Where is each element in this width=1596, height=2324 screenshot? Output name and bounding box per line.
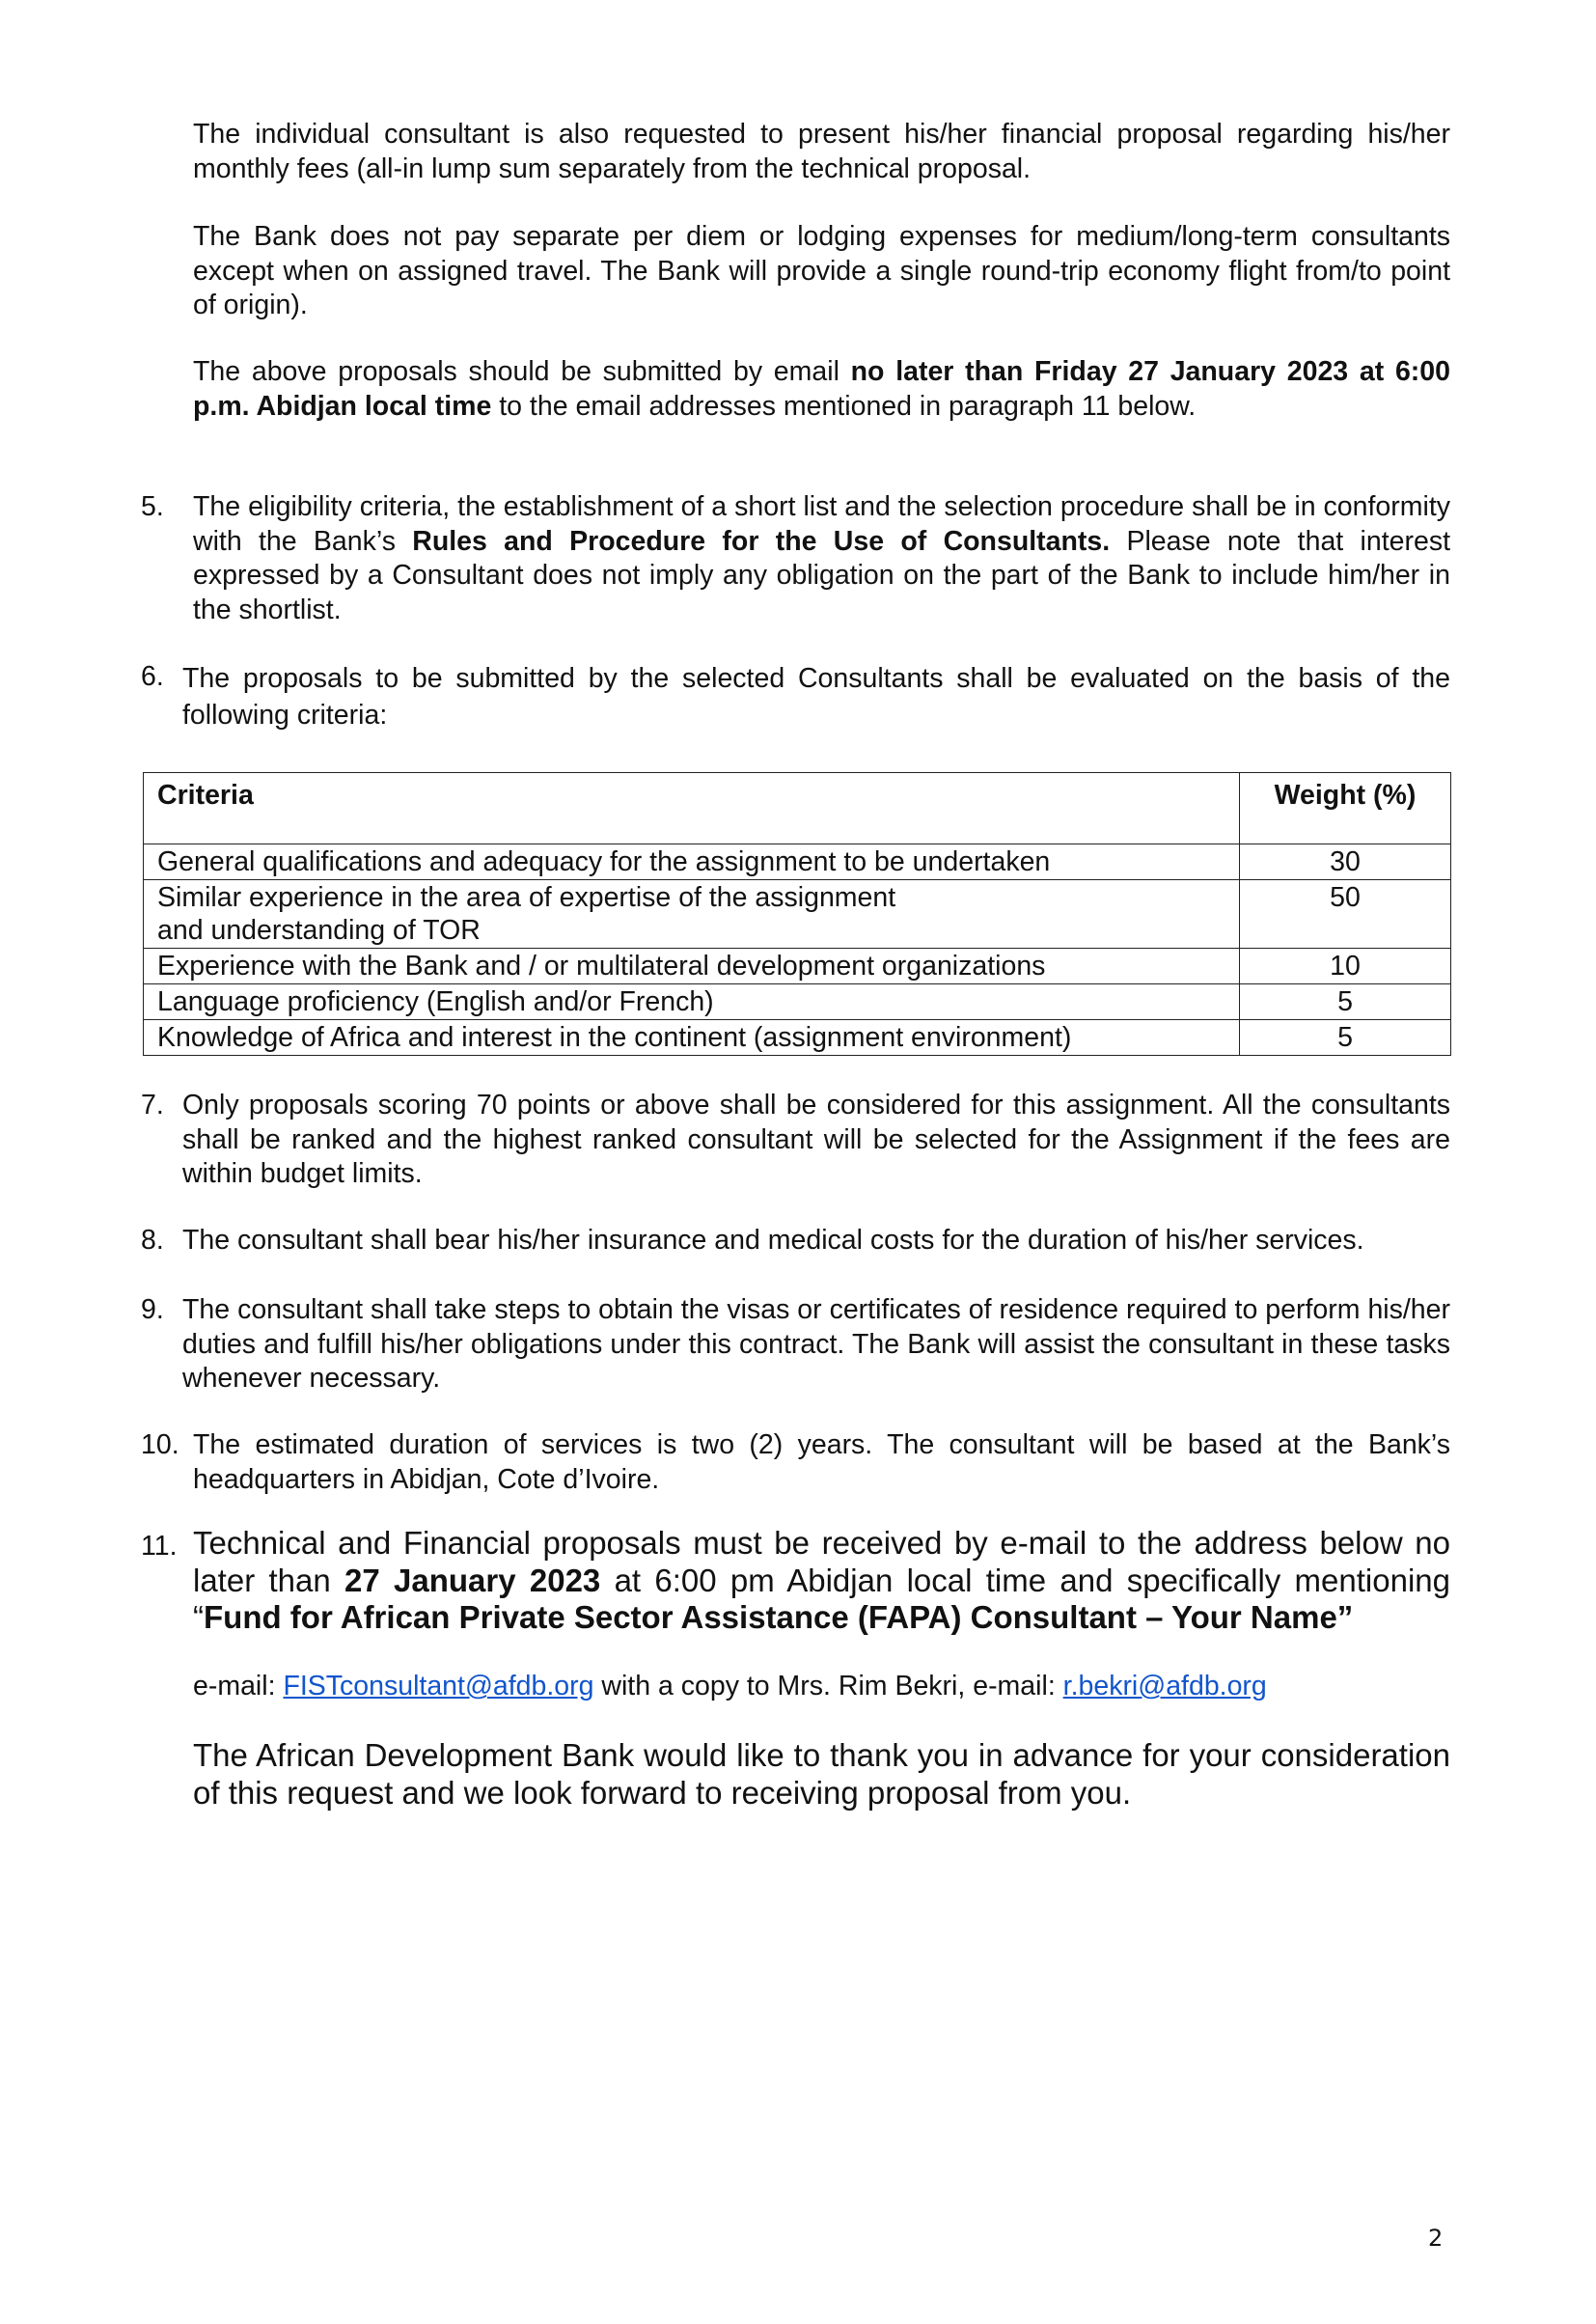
item-7-text: Only proposals scoring 70 points or above shall be considered for this assignment. All the consultants shall be ranked and the highest ranked consultant will be selected for the Assignment if the fees are within budget limits. — [182, 1090, 1450, 1189]
weight-cell: 50 — [1240, 880, 1451, 949]
intro-paragraph-2: The Bank does not pay separate per diem or lodging expenses for medium/long-term consultants except when on assigned travel. The Bank will provide a single round-trip economy flight from/to point of origin). — [193, 221, 1450, 320]
contact-line — [193, 1670, 1450, 1704]
email-link-bekri[interactable]: r.bekri@afdb.org — [1062, 1671, 1267, 1702]
list-item-8 — [141, 1224, 1450, 1259]
table-row — [144, 949, 1451, 984]
list-item-7 — [141, 1089, 1450, 1192]
item-number: 11. — [141, 1531, 178, 1562]
weight-cell: 10 — [1240, 949, 1451, 984]
email-label: e-mail: — [193, 1671, 284, 1702]
intro-p3-text: The above proposals should be submitted by email — [193, 356, 851, 387]
criteria-table — [143, 772, 1451, 1056]
item-5-text-end: Please note that interest expressed by a Consultant does not imply any obligation on the part of the Bank to include him/her in the shortlist. — [193, 525, 1450, 625]
weight-cell: 5 — [1240, 1020, 1451, 1056]
intro-p3-end: to the email addresses mentioned in paragraph 11 below. — [491, 390, 1197, 422]
item-5-text: The eligibility criteria, the establishment of a short list and the selection procedure shall be in conformity with the Bank’s — [193, 491, 1450, 557]
subject-bold: Fund for African Private Sector Assistance (FAPA) Consultant – Your Name” — [204, 1599, 1354, 1635]
criteria-line-1: Similar experience in the area of expertise of the assignment — [157, 882, 896, 913]
item-9-text: The consultant shall take steps to obtain the visas or certificates of residence required to perform his/her duties and fulfill his/her obligations under this contract. The Bank will assist the consultant in these tasks whenever necessary. — [182, 1294, 1450, 1394]
list-item-11 — [141, 1525, 1450, 1637]
item-number: 6. — [141, 661, 164, 692]
list-item-10 — [141, 1428, 1450, 1497]
rules-bold: Rules and Procedure for the Use of Consultants. — [412, 525, 1111, 557]
page-number: 2 — [1428, 2225, 1444, 2252]
intro-paragraph-3 — [193, 355, 1450, 424]
item-11-text-mid: at 6:00 pm Abidjan local time and specifically mentioning “ — [193, 1562, 1450, 1635]
list-item-6 — [141, 660, 1450, 733]
criteria-cell — [144, 880, 1240, 949]
email-link-fist[interactable]: FISTconsultant@afdb.org — [283, 1671, 594, 1702]
deadline-bold: no later than Friday 27 January 2023 at 6:00 p.m. Abidjan local time — [193, 356, 1450, 422]
item-11-text: Technical and Financial proposals must be received by e-mail to the address below no later than — [193, 1525, 1450, 1598]
list-item-5 — [141, 490, 1450, 627]
criteria-cell: Knowledge of Africa and interest in the continent (assignment environment) — [144, 1020, 1240, 1056]
item-8-text: The consultant shall bear his/her insurance and medical costs for the duration of his/her services. — [182, 1225, 1364, 1256]
table-row — [144, 1020, 1451, 1056]
item-10-text: The estimated duration of services is two (2) years. The consultant will be based at the Bank’s headquarters in Abidjan, Cote d’Ivoire. — [193, 1429, 1450, 1495]
closing-paragraph: The African Development Bank would like to thank you in advance for your consideration of this request and we look forward to receiving proposal from you. — [193, 1737, 1450, 1811]
copy-text: with a copy to Mrs. Rim Bekri, e-mail: — [593, 1671, 1063, 1702]
criteria-line-2: and understanding of TOR — [157, 915, 481, 946]
table-row — [144, 844, 1451, 880]
list-item-9 — [141, 1293, 1450, 1397]
item-number: 10. — [141, 1429, 179, 1460]
criteria-cell: Experience with the Bank and / or multilateral development organizations — [144, 949, 1240, 984]
table-row — [144, 984, 1451, 1020]
criteria-header: Criteria — [144, 773, 1240, 844]
intro-paragraph-1: The individual consultant is also requested to present his/her financial proposal regarding his/her monthly fees (all-in lump sum separately from the technical proposal. — [193, 119, 1450, 184]
weight-header: Weight (%) — [1240, 773, 1451, 844]
table-header-row — [144, 773, 1451, 844]
item-number: 5. — [141, 491, 164, 522]
item-number: 7. — [141, 1090, 164, 1120]
criteria-cell: Language proficiency (English and/or French) — [144, 984, 1240, 1020]
item-number: 8. — [141, 1225, 164, 1256]
criteria-cell: General qualifications and adequacy for the assignment to be undertaken — [144, 844, 1240, 880]
weight-cell: 5 — [1240, 984, 1451, 1020]
item-number: 9. — [141, 1294, 164, 1325]
weight-cell: 30 — [1240, 844, 1451, 880]
table-row — [144, 880, 1451, 949]
item-6-text: The proposals to be submitted by the selected Consultants shall be evaluated on the basis of the following criteria: — [182, 663, 1450, 731]
date-bold: 27 January 2023 — [344, 1562, 601, 1598]
